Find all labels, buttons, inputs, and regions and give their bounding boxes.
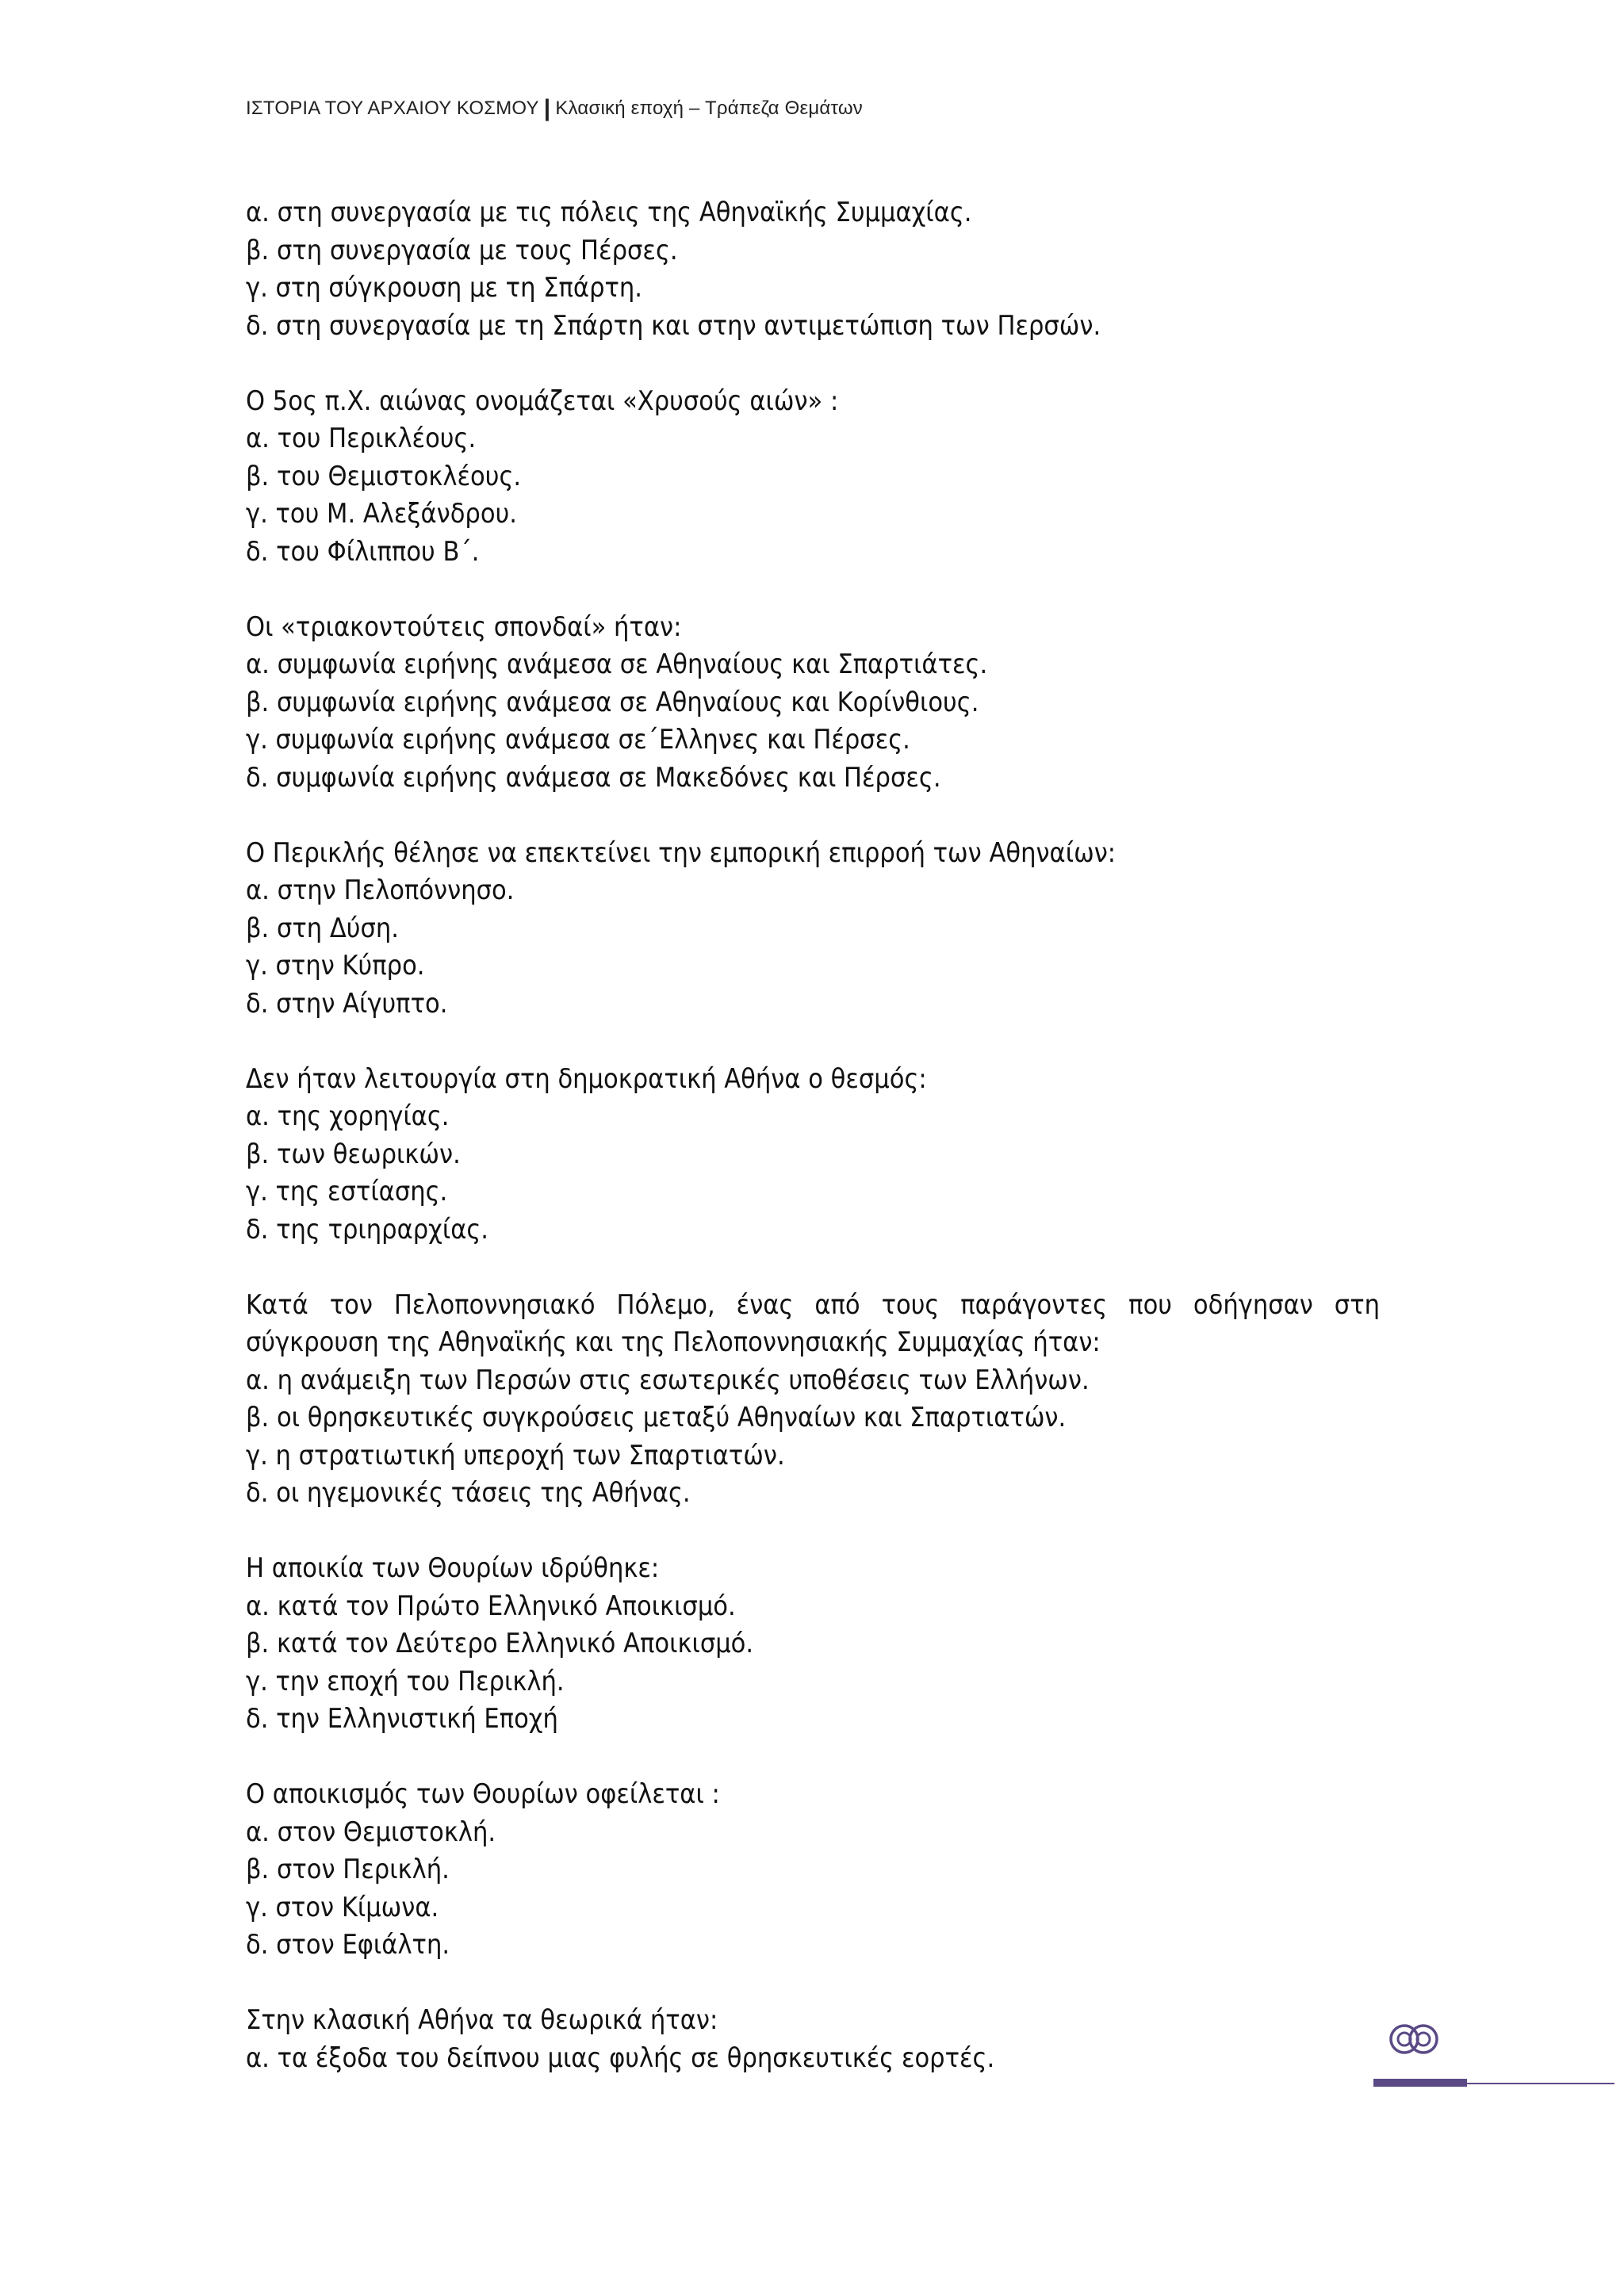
question-text: Η αποικία των Θουρίων ιδρύθηκε: [246, 1552, 660, 1584]
question-text: Δεν ήταν λειτουργία στη δημοκρατική Αθήνα ο θεσμός: [246, 1062, 927, 1095]
header-subtitle: Κλασική εποχή – Τράπεζα Θεμάτων [555, 98, 863, 119]
option-d: δ. της τριηραρχίας. [246, 1213, 489, 1246]
header-separator: | [543, 95, 551, 121]
question-item [246, 383, 1380, 572]
option-c: γ. η στρατιωτική υπεροχή των Σπαρτιατών. [246, 1439, 785, 1471]
option-a: α. στη συνεργασία με τις πόλεις της Αθηναϊκής Συμμαχίας. [246, 197, 972, 228]
option-c: γ. στον Κίμωνα. [246, 1891, 439, 1923]
question-text: Ο 5ος π.Χ. αιώνας ονομάζεται «Χρυσούς αιών» : [246, 385, 839, 417]
option-a: α. η ανάμειξη των Περσών στις εσωτερικές υποθέσεις των Ελλήνων. [246, 1364, 1090, 1396]
question-item [246, 1550, 1380, 1739]
page-header [246, 95, 863, 122]
question-text: Ο αποικισμός των Θουρίων οφείλεται : [246, 1778, 720, 1810]
option-b: β. κατά τον Δεύτερο Ελληνικό Αποικισμό. [246, 1628, 754, 1659]
option-d: δ. οι ηγεμονικές τάσεις της Αθήνας. [246, 1477, 691, 1509]
option-c: γ. στη σύγκρουση με τη Σπάρτη. [246, 272, 643, 304]
option-a: α. συμφωνία ειρήνης ανάμεσα σε Αθηναίους και Σπαρτιάτες. [246, 649, 988, 680]
option-b: β. οι θρησκευτικές συγκρούσεις μεταξύ Αθηναίων και Σπαρτιατών. [246, 1402, 1067, 1433]
question-list [246, 194, 1380, 2115]
option-b: β. στη συνεργασία με τους Πέρσες. [246, 234, 678, 266]
option-c: γ. της εστίασης. [246, 1176, 448, 1207]
option-c: γ. την εποχή του Περικλή. [246, 1665, 565, 1697]
option-d: δ. την Ελληνιστική Εποχή [246, 1703, 558, 1735]
option-b: β. του Θεμιστοκλέους. [246, 460, 522, 492]
option-c: γ. στην Κύπρο. [246, 950, 425, 982]
question-item [246, 835, 1380, 1024]
question-item [246, 1061, 1380, 1249]
option-b: β. στον Περικλή. [246, 1854, 450, 1885]
option-b: β. συμφωνία ειρήνης ανάμεσα σε Αθηναίους και Κορίνθιους. [246, 686, 979, 718]
option-c: γ. συμφωνία ειρήνης ανάμεσα σε΄Ελληνες και Πέρσες. [246, 724, 910, 756]
option-a: α. στην Πελοπόννησο. [246, 874, 515, 906]
question-item [246, 1776, 1380, 1965]
question-item [246, 2002, 1380, 2077]
header-title: ΙΣΤΟΡΙΑ ΤΟΥ ΑΡΧΑΙΟΥ ΚΟΣΜΟΥ [246, 98, 539, 119]
question-item [246, 1287, 1380, 1513]
option-d: δ. συμφωνία ειρήνης ανάμεσα σε Μακεδόνες και Πέρσες. [246, 761, 941, 794]
option-d: δ. στη συνεργασία με τη Σπάρτη και στην αντιμετώπιση των Περσών. [246, 309, 1101, 342]
question-text: Κατά τον Πελοποννησιακό Πόλεμο, ένας από τους παράγοντες που οδήγησαν στη σύγκρουση της Αθηναϊκής και της Πελοποννησιακής Συμμαχίας ήταν: [246, 1288, 1380, 1358]
footer-accent-bar [1373, 2079, 1467, 2087]
option-c: γ. του Μ. Αλεξάνδρου. [246, 498, 517, 530]
question-item [246, 609, 1380, 798]
option-d: δ. στον Εφιάλτη. [246, 1929, 450, 1961]
option-a: α. τα έξοδα του δείπνου μιας φυλής σε θρησκευτικές εορτές. [246, 2042, 995, 2074]
question-item [246, 194, 1380, 345]
question-text: Ο Περικλής θέλησε να επεκτείνει την εμπορική επιρροή των Αθηναίων: [246, 836, 1116, 869]
option-d: δ. του Φίλιππου Β΄. [246, 535, 480, 568]
question-text: Στην κλασική Αθήνα τα θεωρικά ήταν: [246, 2004, 718, 2036]
option-a: α. στον Θεμιστοκλή. [246, 1816, 496, 1848]
infinity-logo-icon [1386, 2022, 1442, 2057]
option-b: β. στη Δύση. [246, 912, 399, 944]
option-a: α. κατά τον Πρώτο Ελληνικό Αποικισμό. [246, 1590, 736, 1622]
option-b: β. των θεωρικών. [246, 1138, 461, 1170]
option-a: α. της χορηγίας. [246, 1100, 450, 1132]
question-text: Οι «τριακοντούτεις σπονδαί» ήταν: [246, 610, 682, 643]
option-d: δ. στην Αίγυπτο. [246, 987, 448, 1020]
option-a: α. του Περικλέους. [246, 423, 477, 454]
